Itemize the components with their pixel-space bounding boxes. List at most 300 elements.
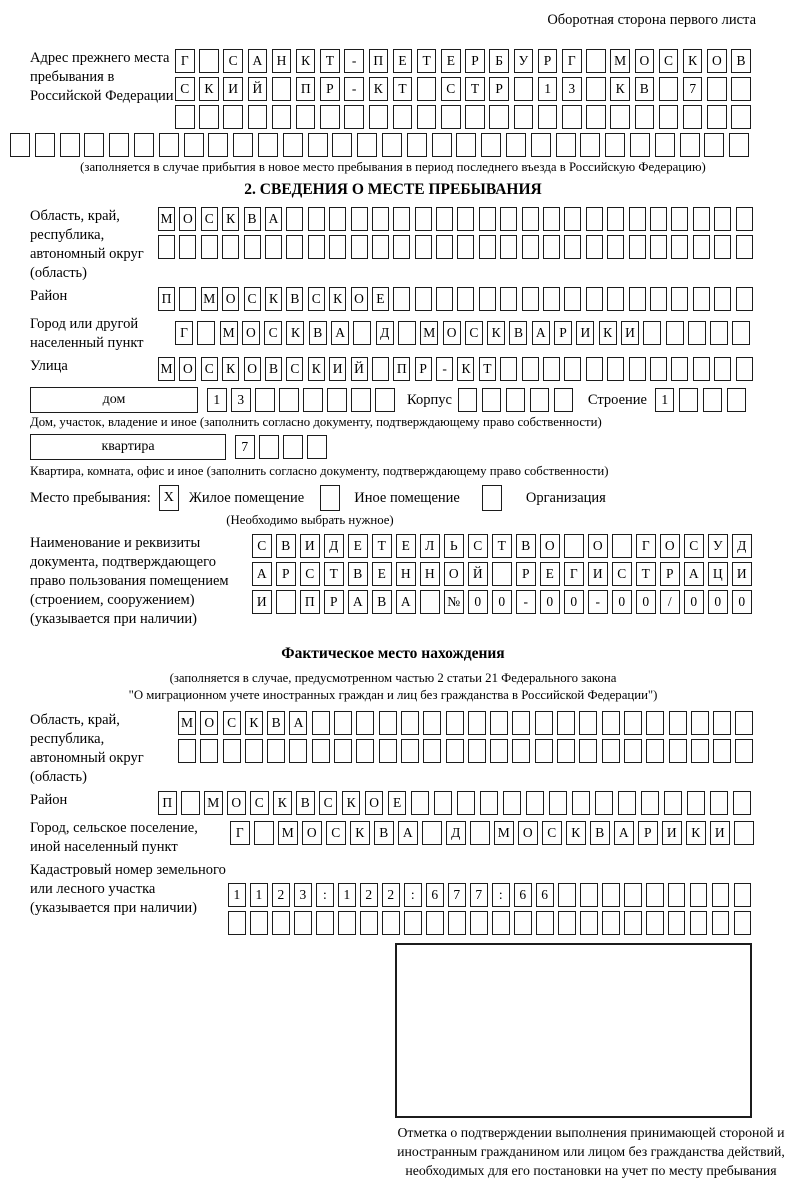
char-cell[interactable] <box>500 207 517 231</box>
char-cell[interactable]: П <box>300 590 320 614</box>
char-cell[interactable] <box>338 911 356 935</box>
char-cell[interactable] <box>727 388 747 412</box>
char-cell[interactable] <box>562 105 582 129</box>
char-cell[interactable] <box>436 207 453 231</box>
char-cell[interactable]: С <box>468 534 488 558</box>
char-cell[interactable]: П <box>296 77 316 101</box>
char-cell[interactable]: Т <box>636 562 656 586</box>
char-cell[interactable] <box>267 739 285 763</box>
char-cell[interactable] <box>432 133 452 157</box>
char-cell[interactable] <box>307 435 327 459</box>
char-cell[interactable] <box>259 435 279 459</box>
char-cell[interactable]: С <box>250 791 269 815</box>
char-cell[interactable] <box>526 791 545 815</box>
char-cell[interactable] <box>199 105 219 129</box>
char-cell[interactable]: О <box>518 821 538 845</box>
char-cell[interactable]: О <box>365 791 384 815</box>
char-cell[interactable] <box>184 133 204 157</box>
char-cell[interactable]: Р <box>554 321 572 345</box>
char-cell[interactable]: Т <box>465 77 485 101</box>
char-cell[interactable] <box>734 883 752 907</box>
char-cell[interactable]: К <box>245 711 263 735</box>
char-cell[interactable]: А <box>265 207 282 231</box>
char-cell[interactable] <box>244 235 261 259</box>
char-cell[interactable] <box>512 739 530 763</box>
char-cell[interactable] <box>664 791 683 815</box>
char-cell[interactable] <box>457 287 474 311</box>
char-cell[interactable] <box>200 739 218 763</box>
char-cell[interactable] <box>641 791 660 815</box>
char-cell[interactable]: 2 <box>382 883 400 907</box>
char-cell[interactable]: Г <box>562 49 582 73</box>
char-cell[interactable] <box>489 105 509 129</box>
char-cell[interactable]: 0 <box>492 590 512 614</box>
char-cell[interactable] <box>735 711 753 735</box>
char-cell[interactable] <box>646 911 664 935</box>
char-cell[interactable] <box>245 739 263 763</box>
char-cell[interactable] <box>691 711 709 735</box>
char-cell[interactable] <box>629 235 646 259</box>
char-cell[interactable] <box>178 739 196 763</box>
char-cell[interactable] <box>351 207 368 231</box>
char-cell[interactable]: 1 <box>207 388 227 412</box>
char-cell[interactable] <box>605 133 625 157</box>
char-cell[interactable] <box>175 105 195 129</box>
char-cell[interactable] <box>250 911 268 935</box>
char-cell[interactable]: К <box>369 77 389 101</box>
checkbox-organization[interactable] <box>482 485 502 511</box>
char-cell[interactable]: - <box>516 590 536 614</box>
char-cell[interactable]: П <box>369 49 389 73</box>
char-cell[interactable] <box>564 287 581 311</box>
char-cell[interactable]: Е <box>372 562 392 586</box>
char-cell[interactable]: 3 <box>294 883 312 907</box>
char-cell[interactable]: Е <box>393 49 413 73</box>
char-cell[interactable]: М <box>610 49 630 73</box>
char-cell[interactable]: Ь <box>444 534 464 558</box>
char-cell[interactable]: С <box>542 821 562 845</box>
char-cell[interactable] <box>222 235 239 259</box>
char-cell[interactable] <box>543 357 560 381</box>
char-cell[interactable]: К <box>457 357 474 381</box>
char-cell[interactable]: 7 <box>683 77 703 101</box>
char-cell[interactable] <box>586 49 606 73</box>
char-cell[interactable]: О <box>443 321 461 345</box>
char-cell[interactable]: 7 <box>235 435 255 459</box>
char-cell[interactable] <box>707 105 727 129</box>
char-cell[interactable]: - <box>344 77 364 101</box>
char-cell[interactable] <box>714 235 731 259</box>
char-cell[interactable] <box>713 739 731 763</box>
char-cell[interactable] <box>624 739 642 763</box>
char-cell[interactable] <box>296 105 316 129</box>
char-cell[interactable] <box>714 357 731 381</box>
char-cell[interactable] <box>714 207 731 231</box>
char-cell[interactable]: 1 <box>228 883 246 907</box>
char-cell[interactable] <box>415 287 432 311</box>
char-cell[interactable]: В <box>309 321 327 345</box>
char-cell[interactable]: К <box>610 77 630 101</box>
char-cell[interactable] <box>671 207 688 231</box>
char-cell[interactable]: В <box>244 207 261 231</box>
char-cell[interactable]: О <box>242 321 260 345</box>
char-cell[interactable]: С <box>300 562 320 586</box>
char-cell[interactable]: С <box>264 321 282 345</box>
char-cell[interactable]: В <box>267 711 285 735</box>
char-cell[interactable]: К <box>487 321 505 345</box>
char-cell[interactable]: С <box>684 534 704 558</box>
char-cell[interactable]: К <box>599 321 617 345</box>
char-cell[interactable] <box>372 235 389 259</box>
char-cell[interactable] <box>607 207 624 231</box>
char-cell[interactable] <box>690 883 708 907</box>
char-cell[interactable]: С <box>612 562 632 586</box>
char-cell[interactable] <box>624 883 642 907</box>
char-cell[interactable] <box>669 711 687 735</box>
char-cell[interactable] <box>646 711 664 735</box>
char-cell[interactable] <box>602 739 620 763</box>
char-cell[interactable]: Д <box>324 534 344 558</box>
char-cell[interactable] <box>344 105 364 129</box>
char-cell[interactable]: М <box>201 287 218 311</box>
char-cell[interactable] <box>732 321 750 345</box>
char-cell[interactable] <box>500 235 517 259</box>
char-cell[interactable]: М <box>494 821 514 845</box>
char-cell[interactable] <box>646 739 664 763</box>
char-cell[interactable]: 6 <box>536 883 554 907</box>
char-cell[interactable] <box>556 133 576 157</box>
char-cell[interactable]: Д <box>732 534 752 558</box>
char-cell[interactable] <box>401 739 419 763</box>
char-cell[interactable]: С <box>201 357 218 381</box>
char-cell[interactable]: Н <box>420 562 440 586</box>
char-cell[interactable] <box>713 711 731 735</box>
char-cell[interactable] <box>255 388 275 412</box>
char-cell[interactable]: С <box>319 791 338 815</box>
char-cell[interactable]: С <box>223 711 241 735</box>
char-cell[interactable]: Е <box>396 534 416 558</box>
char-cell[interactable]: 0 <box>636 590 656 614</box>
char-cell[interactable]: Н <box>396 562 416 586</box>
char-cell[interactable]: О <box>540 534 560 558</box>
char-cell[interactable] <box>514 77 534 101</box>
char-cell[interactable] <box>693 235 710 259</box>
char-cell[interactable] <box>693 357 710 381</box>
char-cell[interactable]: И <box>223 77 243 101</box>
char-cell[interactable]: М <box>178 711 196 735</box>
char-cell[interactable] <box>272 105 292 129</box>
char-cell[interactable] <box>303 388 323 412</box>
char-cell[interactable]: Е <box>348 534 368 558</box>
char-cell[interactable] <box>181 791 200 815</box>
char-cell[interactable]: С <box>326 821 346 845</box>
char-cell[interactable]: Т <box>372 534 392 558</box>
char-cell[interactable]: А <box>248 49 268 73</box>
char-cell[interactable] <box>514 105 534 129</box>
char-cell[interactable] <box>729 133 749 157</box>
char-cell[interactable] <box>446 711 464 735</box>
char-cell[interactable]: Е <box>372 287 389 311</box>
char-cell[interactable] <box>710 321 728 345</box>
char-cell[interactable] <box>258 133 278 157</box>
char-cell[interactable] <box>320 105 340 129</box>
char-cell[interactable] <box>351 388 371 412</box>
char-cell[interactable] <box>522 287 539 311</box>
char-cell[interactable] <box>334 711 352 735</box>
char-cell[interactable] <box>308 207 325 231</box>
char-cell[interactable] <box>265 235 282 259</box>
char-cell[interactable] <box>356 711 374 735</box>
char-cell[interactable] <box>549 791 568 815</box>
char-cell[interactable] <box>650 207 667 231</box>
char-cell[interactable] <box>372 207 389 231</box>
char-cell[interactable] <box>334 739 352 763</box>
char-cell[interactable] <box>607 287 624 311</box>
char-cell[interactable] <box>671 287 688 311</box>
char-cell[interactable] <box>538 105 558 129</box>
char-cell[interactable] <box>415 235 432 259</box>
char-cell[interactable]: В <box>516 534 536 558</box>
char-cell[interactable]: О <box>244 357 261 381</box>
char-cell[interactable] <box>420 590 440 614</box>
char-cell[interactable] <box>503 791 522 815</box>
char-cell[interactable] <box>522 207 539 231</box>
char-cell[interactable]: Р <box>489 77 509 101</box>
char-cell[interactable] <box>554 388 574 412</box>
char-cell[interactable]: Р <box>276 562 296 586</box>
char-cell[interactable] <box>580 133 600 157</box>
char-cell[interactable] <box>393 207 410 231</box>
char-cell[interactable] <box>668 911 686 935</box>
char-cell[interactable] <box>382 911 400 935</box>
char-cell[interactable]: 0 <box>684 590 704 614</box>
char-cell[interactable]: С <box>175 77 195 101</box>
char-cell[interactable]: Р <box>660 562 680 586</box>
char-cell[interactable] <box>228 911 246 935</box>
char-cell[interactable] <box>456 133 476 157</box>
char-cell[interactable]: И <box>588 562 608 586</box>
char-cell[interactable] <box>480 791 499 815</box>
char-cell[interactable] <box>659 77 679 101</box>
char-cell[interactable]: Р <box>516 562 536 586</box>
char-cell[interactable] <box>687 791 706 815</box>
char-cell[interactable] <box>624 711 642 735</box>
char-cell[interactable] <box>312 739 330 763</box>
char-cell[interactable] <box>650 357 667 381</box>
char-cell[interactable]: - <box>436 357 453 381</box>
char-cell[interactable]: К <box>308 357 325 381</box>
char-cell[interactable] <box>84 133 104 157</box>
char-cell[interactable] <box>586 105 606 129</box>
char-cell[interactable] <box>423 739 441 763</box>
char-cell[interactable]: А <box>331 321 349 345</box>
char-cell[interactable]: С <box>659 49 679 73</box>
char-cell[interactable] <box>289 739 307 763</box>
char-cell[interactable] <box>535 711 553 735</box>
char-cell[interactable] <box>500 287 517 311</box>
char-cell[interactable] <box>564 357 581 381</box>
char-cell[interactable] <box>543 287 560 311</box>
char-cell[interactable] <box>707 77 727 101</box>
char-cell[interactable]: № <box>444 590 464 614</box>
char-cell[interactable] <box>382 133 402 157</box>
char-cell[interactable] <box>329 235 346 259</box>
char-cell[interactable]: Г <box>175 49 195 73</box>
char-cell[interactable]: С <box>441 77 461 101</box>
char-cell[interactable] <box>353 321 371 345</box>
char-cell[interactable]: Р <box>324 590 344 614</box>
char-cell[interactable]: Р <box>415 357 432 381</box>
char-cell[interactable] <box>254 821 274 845</box>
char-cell[interactable] <box>506 133 526 157</box>
char-cell[interactable] <box>558 883 576 907</box>
char-cell[interactable]: В <box>296 791 315 815</box>
char-cell[interactable] <box>411 791 430 815</box>
char-cell[interactable] <box>356 739 374 763</box>
char-cell[interactable] <box>536 911 554 935</box>
char-cell[interactable]: М <box>158 207 175 231</box>
char-cell[interactable] <box>134 133 154 157</box>
char-cell[interactable] <box>179 235 196 259</box>
char-cell[interactable] <box>629 287 646 311</box>
char-cell[interactable]: К <box>273 791 292 815</box>
char-cell[interactable] <box>492 562 512 586</box>
char-cell[interactable] <box>465 105 485 129</box>
char-cell[interactable]: Г <box>175 321 193 345</box>
char-cell[interactable] <box>535 739 553 763</box>
char-cell[interactable] <box>668 883 686 907</box>
char-cell[interactable]: И <box>732 562 752 586</box>
char-cell[interactable] <box>666 321 684 345</box>
char-cell[interactable]: Т <box>393 77 413 101</box>
char-cell[interactable] <box>401 711 419 735</box>
char-cell[interactable]: В <box>635 77 655 101</box>
char-cell[interactable] <box>294 911 312 935</box>
char-cell[interactable] <box>35 133 55 157</box>
char-cell[interactable]: Р <box>465 49 485 73</box>
char-cell[interactable] <box>470 911 488 935</box>
char-cell[interactable] <box>630 133 650 157</box>
char-cell[interactable] <box>490 711 508 735</box>
char-cell[interactable]: В <box>731 49 751 73</box>
char-cell[interactable]: С <box>308 287 325 311</box>
char-cell[interactable] <box>736 235 753 259</box>
char-cell[interactable]: Д <box>446 821 466 845</box>
char-cell[interactable]: В <box>348 562 368 586</box>
char-cell[interactable]: 7 <box>448 883 466 907</box>
char-cell[interactable] <box>500 357 517 381</box>
char-cell[interactable] <box>543 207 560 231</box>
char-cell[interactable]: Г <box>636 534 656 558</box>
char-cell[interactable] <box>693 287 710 311</box>
char-cell[interactable] <box>457 791 476 815</box>
char-cell[interactable]: Т <box>492 534 512 558</box>
char-cell[interactable]: К <box>342 791 361 815</box>
char-cell[interactable] <box>422 821 442 845</box>
char-cell[interactable] <box>327 388 347 412</box>
char-cell[interactable] <box>398 321 416 345</box>
char-cell[interactable] <box>580 911 598 935</box>
char-cell[interactable] <box>586 207 603 231</box>
char-cell[interactable] <box>530 388 550 412</box>
char-cell[interactable] <box>612 534 632 558</box>
char-cell[interactable]: : <box>404 883 422 907</box>
char-cell[interactable]: К <box>199 77 219 101</box>
char-cell[interactable]: К <box>350 821 370 845</box>
char-cell[interactable]: 7 <box>470 883 488 907</box>
char-cell[interactable]: / <box>660 590 680 614</box>
char-cell[interactable]: 0 <box>468 590 488 614</box>
char-cell[interactable] <box>360 911 378 935</box>
char-cell[interactable]: 2 <box>272 883 290 907</box>
char-cell[interactable] <box>407 133 427 157</box>
char-cell[interactable]: А <box>396 590 416 614</box>
char-cell[interactable]: О <box>200 711 218 735</box>
char-cell[interactable]: Б <box>489 49 509 73</box>
char-cell[interactable]: К <box>683 49 703 73</box>
char-cell[interactable]: Е <box>540 562 560 586</box>
char-cell[interactable] <box>479 235 496 259</box>
char-cell[interactable]: Д <box>376 321 394 345</box>
char-cell[interactable]: Н <box>272 49 292 73</box>
char-cell[interactable]: Л <box>420 534 440 558</box>
char-cell[interactable]: - <box>588 590 608 614</box>
char-cell[interactable]: М <box>220 321 238 345</box>
char-cell[interactable]: О <box>351 287 368 311</box>
char-cell[interactable] <box>423 711 441 735</box>
char-cell[interactable]: 0 <box>732 590 752 614</box>
char-cell[interactable]: 6 <box>426 883 444 907</box>
char-cell[interactable] <box>714 287 731 311</box>
char-cell[interactable] <box>731 77 751 101</box>
char-cell[interactable] <box>276 590 296 614</box>
char-cell[interactable]: Р <box>538 49 558 73</box>
char-cell[interactable] <box>557 711 575 735</box>
char-cell[interactable]: В <box>374 821 394 845</box>
char-cell[interactable] <box>643 321 661 345</box>
char-cell[interactable] <box>482 388 502 412</box>
char-cell[interactable] <box>531 133 551 157</box>
char-cell[interactable] <box>490 739 508 763</box>
char-cell[interactable] <box>679 388 699 412</box>
char-cell[interactable] <box>415 207 432 231</box>
char-cell[interactable]: А <box>532 321 550 345</box>
char-cell[interactable] <box>208 133 228 157</box>
char-cell[interactable] <box>579 739 597 763</box>
char-cell[interactable]: О <box>179 207 196 231</box>
char-cell[interactable] <box>10 133 30 157</box>
char-cell[interactable] <box>109 133 129 157</box>
char-cell[interactable]: Й <box>468 562 488 586</box>
char-cell[interactable] <box>629 357 646 381</box>
char-cell[interactable] <box>586 235 603 259</box>
char-cell[interactable] <box>308 235 325 259</box>
char-cell[interactable] <box>283 133 303 157</box>
char-cell[interactable] <box>602 911 620 935</box>
char-cell[interactable] <box>351 235 368 259</box>
char-cell[interactable] <box>580 883 598 907</box>
char-cell[interactable] <box>607 357 624 381</box>
char-cell[interactable] <box>279 388 299 412</box>
char-cell[interactable]: К <box>265 287 282 311</box>
char-cell[interactable]: К <box>222 207 239 231</box>
char-cell[interactable]: П <box>393 357 410 381</box>
char-cell[interactable] <box>522 357 539 381</box>
char-cell[interactable] <box>558 911 576 935</box>
char-cell[interactable] <box>579 711 597 735</box>
char-cell[interactable]: Е <box>388 791 407 815</box>
char-cell[interactable] <box>624 911 642 935</box>
